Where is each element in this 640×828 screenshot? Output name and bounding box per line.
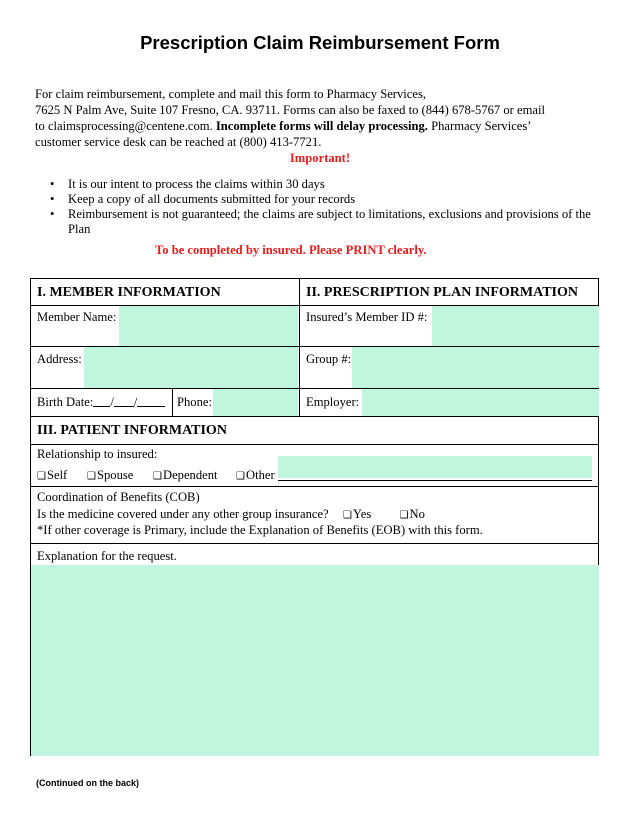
row-divider <box>31 346 599 347</box>
important-heading: Important! <box>289 151 351 165</box>
checkbox-icon[interactable]: ❑ <box>37 471 46 482</box>
cob-question: Is the medicine covered under any other group insurance? <box>37 507 329 521</box>
member-id-label: Insured’s Member ID #: <box>306 310 428 324</box>
birth-year-blank[interactable] <box>137 396 165 407</box>
cob-note: *If other coverage is Primary, include the Explanation of Benefits (EOB) with this form. <box>37 523 483 537</box>
member-id-input[interactable] <box>432 306 599 346</box>
birth-day-blank[interactable] <box>114 396 134 407</box>
checkbox-icon[interactable]: ❑ <box>236 471 245 482</box>
explanation-label: Explanation for the request. <box>37 549 177 563</box>
bullet-item <box>50 177 613 192</box>
row-divider <box>31 416 599 417</box>
option-label: Self <box>46 468 68 482</box>
birth-date-field[interactable] <box>37 395 165 410</box>
other-underline <box>278 480 592 481</box>
member-info-heading: I. MEMBER INFORMATION <box>37 285 221 300</box>
other-relationship-input[interactable] <box>278 456 592 478</box>
birth-month-blank[interactable] <box>93 396 110 407</box>
bullet-dot: • <box>50 192 55 206</box>
bullet-item <box>50 207 613 237</box>
other-option[interactable] <box>236 468 275 483</box>
option-label: Other <box>245 468 275 482</box>
option-label: Dependent <box>162 468 218 482</box>
intro-line: For claim reimbursement, complete and mail this form to Pharmacy Services, <box>35 87 427 101</box>
date-separator: / <box>110 395 114 409</box>
bullet-text: Keep a copy of all documents submitted for your records <box>68 192 356 206</box>
option-label: No <box>409 507 425 521</box>
row-divider <box>31 486 599 487</box>
phone-label: Phone: <box>177 395 212 409</box>
option-label: Spouse <box>96 468 134 482</box>
intro-line <box>35 118 610 134</box>
explanation-input[interactable] <box>31 565 599 756</box>
self-option[interactable] <box>37 468 67 483</box>
intro-line: 7625 N Palm Ave, Suite 107 Fresno, CA. 93711. Forms can also be faxed to (844) 678-5767 or email <box>35 103 545 117</box>
intro-paragraph <box>35 86 610 150</box>
phone-input[interactable] <box>213 389 298 416</box>
group-number-label: Group #: <box>306 352 352 366</box>
checkbox-icon[interactable]: ❑ <box>87 471 96 482</box>
bullet-dot: • <box>50 177 55 191</box>
claim-form-table <box>30 278 599 756</box>
cob-yes-option[interactable] <box>343 507 371 521</box>
dependent-option[interactable] <box>153 468 218 483</box>
group-number-input[interactable] <box>352 347 599 388</box>
intro-line: customer service desk can be reached at (800) 413-7721. <box>35 135 322 149</box>
intro-text: Pharmacy Services’ <box>427 119 532 133</box>
form-title: Prescription Claim Reimbursement Form <box>140 32 500 53</box>
row-divider <box>31 388 599 389</box>
bullet-item <box>50 192 613 207</box>
bullet-dot: • <box>50 207 55 221</box>
email-text: to claimsprocessing@centene.com. <box>35 119 216 133</box>
bullet-text: It is our intent to process the claims within 30 days <box>68 177 325 191</box>
patient-info-heading: III. PATIENT INFORMATION <box>37 423 227 438</box>
address-input[interactable] <box>84 347 298 388</box>
cob-title: Coordination of Benefits (COB) <box>37 490 200 504</box>
incomplete-warning: Incomplete forms will delay processing. <box>215 119 428 133</box>
bullet-text: Reimbursement is not guaranteed; the claims are subject to limitations, exclusions and provisions of the Plan <box>68 207 591 236</box>
checkbox-icon[interactable]: ❑ <box>342 510 352 521</box>
print-instruction: To be completed by insured. Please PRINT clearly. <box>155 243 427 257</box>
address-label: Address: <box>37 352 82 366</box>
cob-no-option[interactable] <box>400 507 425 521</box>
date-separator: / <box>133 395 138 409</box>
member-name-label: Member Name: <box>37 310 117 324</box>
bullet-list <box>50 177 613 237</box>
row-divider <box>31 444 599 445</box>
column-divider <box>299 279 300 416</box>
column-divider <box>172 388 173 416</box>
row-divider <box>31 305 599 306</box>
spouse-option[interactable] <box>87 468 133 483</box>
row-divider <box>31 543 599 544</box>
cob-question-row <box>37 507 425 522</box>
employer-input[interactable] <box>362 389 599 416</box>
birth-date-label: Birth Date: <box>37 395 94 409</box>
checkbox-icon[interactable]: ❑ <box>399 510 409 521</box>
relationship-label: Relationship to insured: <box>37 447 158 461</box>
employer-label: Employer: <box>306 395 360 409</box>
member-name-input[interactable] <box>119 306 298 346</box>
continued-note: (Continued on the back) <box>36 778 139 788</box>
option-label: Yes <box>352 507 372 521</box>
checkbox-icon[interactable]: ❑ <box>153 471 162 482</box>
plan-info-heading: II. PRESCRIPTION PLAN INFORMATION <box>306 285 578 300</box>
